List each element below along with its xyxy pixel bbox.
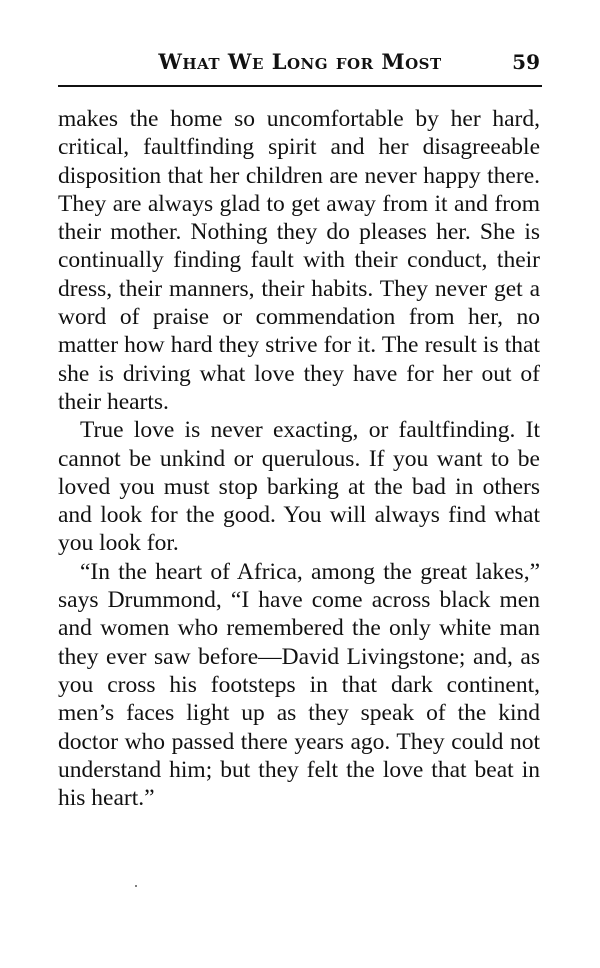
- body-text: [58, 105, 540, 812]
- paragraph-true-love: True love is never exacting, or faultfinding. It cannot be unkind or querulous. If you want to be loved you must stop barking at the bad in others and look for the good. You will always find what you look for.: [58, 417, 540, 557]
- header-rule: [58, 85, 542, 87]
- paragraph-drummond-quote: “In the heart of Africa, among the great lakes,” says Drummond, “I have come across black men and women who remembered the only white man they ever saw before—David Livingstone; and, as you cross his footsteps in that dark continent, men’s faces light up as they speak of the kind doctor who passed there years ago. They could not understand him; but they felt the love that beat in his heart.”: [58, 558, 540, 812]
- running-title: What We Long for Most: [158, 49, 442, 74]
- page-number: 59: [512, 50, 540, 74]
- running-head: [58, 48, 542, 80]
- paragraph-continued: makes the home so uncomfortable by her hard, critical, faultfinding spirit and her disagreeable disposition that her children are never happy there. They are always glad to get away from it and from their mother. Nothing they do pleases her. She is continually finding fault with their conduct, their dress, their manners, their habits. They never get a word of praise or commendation from her, no matter how hard they strive for it. The result is that she is driving what love they have for her out of their hearts.: [58, 106, 540, 415]
- paper-speck: [135, 885, 137, 887]
